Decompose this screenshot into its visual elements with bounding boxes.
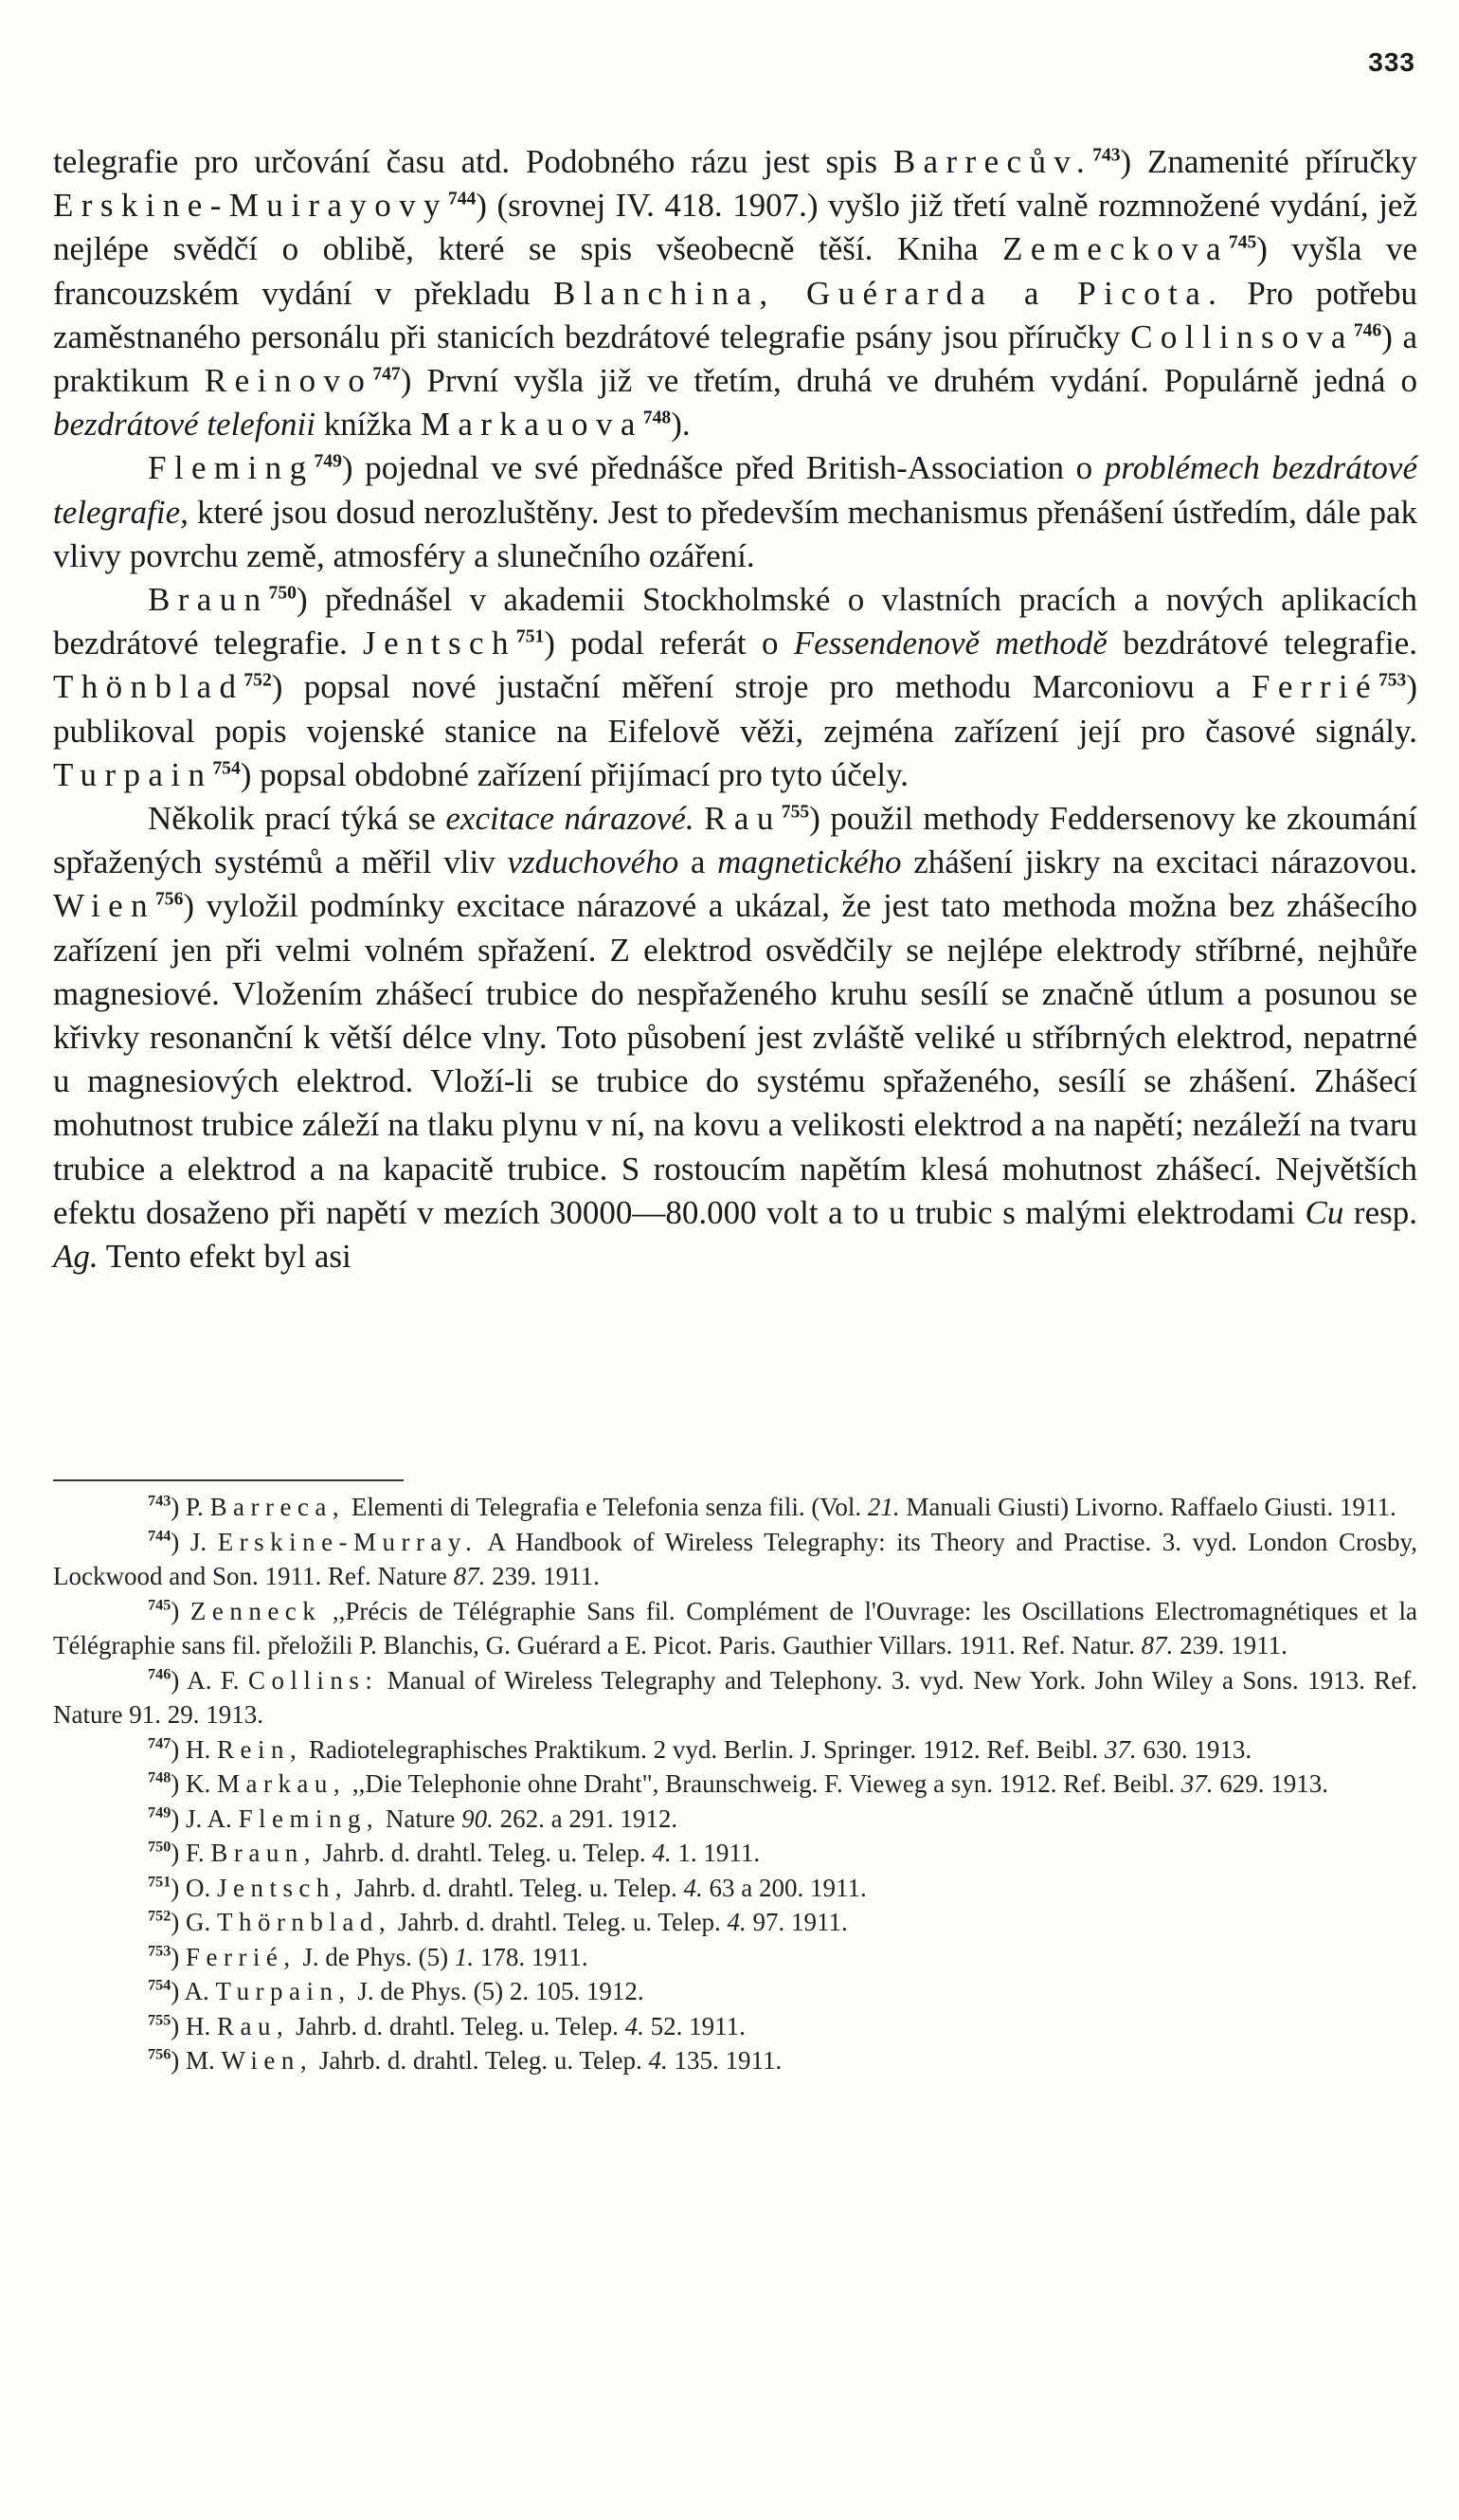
author-name: Wien xyxy=(53,887,155,925)
footnote-divider xyxy=(53,1479,404,1481)
emphasis-text: bezdrátové telefonii xyxy=(53,406,316,444)
text-run: 178. 1911. xyxy=(474,1942,588,1971)
emphasis-text: magnetického xyxy=(717,843,902,881)
text-run: Elementi di Telegrafia e Telefonia senza fili. (Vol. xyxy=(345,1493,868,1521)
text-run xyxy=(694,800,705,837)
text-run: G. xyxy=(186,1908,218,1936)
footnote-reference: 754 xyxy=(212,758,241,779)
text-run: Nature xyxy=(379,1804,462,1833)
footnote xyxy=(53,1940,1417,1975)
emphasis-text: 37. xyxy=(1180,1769,1214,1798)
author-name: Turpain, xyxy=(215,1977,351,2005)
footnote-paren: ) xyxy=(171,1839,187,1867)
text-run: 629. 1913. xyxy=(1213,1769,1329,1798)
text-run: Manuali Giusti) Livorno. Raffaelo Giusti. 1911. xyxy=(899,1493,1396,1521)
footnote-paren: ) xyxy=(171,2011,187,2040)
author-name: Reinovo xyxy=(204,362,373,400)
footnote-paren: ) xyxy=(171,1734,187,1764)
footnote-number: 749 xyxy=(148,1803,171,1821)
footnote-paren: ) xyxy=(171,1527,190,1556)
footnote-paren: ) xyxy=(171,1493,187,1521)
author-name: Fleming, xyxy=(238,1804,380,1833)
text-run: ,,Précis de Télégraphie Sans fil. Complément de l'Ouvrage: les Oscillations Electromagnétiques et la Télégraphie sans fil. přeložili P. Blanchis, G. Guérard a E. Picot. Paris. Gauthier Villars. 1911. Ref. Natur. xyxy=(53,1596,1417,1659)
text-run: 262. a 291. 1912. xyxy=(493,1804,678,1833)
emphasis-text: vzduchového xyxy=(507,843,679,881)
footnote xyxy=(53,1663,1417,1732)
text-run: Tento efekt byl asi xyxy=(98,1238,351,1276)
footnote xyxy=(53,2009,1417,2044)
text-run: resp. xyxy=(1343,1193,1417,1231)
text-run: Několik prací týká se xyxy=(148,800,446,838)
text-run: 1. 1911. xyxy=(671,1839,761,1867)
footnote-reference: 748 xyxy=(642,408,672,428)
footnote xyxy=(53,1905,1417,1940)
emphasis-text: 87. xyxy=(1141,1631,1174,1659)
emphasis-text: 21. xyxy=(867,1493,900,1521)
footnote xyxy=(53,1871,1417,1906)
main-text xyxy=(53,140,1417,1278)
text-run: F. xyxy=(186,1839,211,1867)
footnote-number: 745 xyxy=(148,1595,171,1613)
author-name: Zemeckova xyxy=(1002,230,1229,268)
footnote-number: 748 xyxy=(148,1768,171,1786)
footnote-reference: 753 xyxy=(1378,670,1407,691)
footnote xyxy=(53,1732,1417,1768)
text-run: J. A. xyxy=(186,1804,239,1833)
text-run: ) vyšla ve francouzském vydání v překladu xyxy=(53,230,1417,312)
body-paragraph xyxy=(53,797,1417,1278)
text-run: 63 a 200. 1911. xyxy=(702,1873,867,1902)
author-name: Erskine-Murray. xyxy=(217,1527,478,1556)
author-name: Ferrié xyxy=(1251,668,1378,706)
text-run: H. xyxy=(186,1734,218,1764)
footnotes xyxy=(53,1490,1417,2078)
author-name: Collinsova xyxy=(1130,317,1354,355)
author-name: Ferrié, xyxy=(186,1942,297,1971)
text-run: Jahrb. d. drahtl. Teleg. u. Telep. xyxy=(313,2046,649,2075)
footnote-number: 752 xyxy=(148,1907,171,1925)
footnote-number: 747 xyxy=(148,1733,171,1751)
text-run: 52. 1911. xyxy=(643,2011,746,2040)
page-number: 333 xyxy=(1368,47,1415,77)
footnote xyxy=(53,1594,1417,1663)
author-name: Fleming xyxy=(148,449,315,487)
author-name: Blanchina, Guérarda a Picota. xyxy=(552,274,1225,312)
footnote-paren: ) xyxy=(171,1977,185,2005)
text-run: ) Znamenité příručky xyxy=(1120,143,1418,180)
author-name: Collins: xyxy=(247,1665,379,1695)
emphasis-text: 4. xyxy=(624,2011,644,2040)
footnote-number: 743 xyxy=(148,1492,171,1510)
footnote-number: 746 xyxy=(148,1664,171,1682)
text-run: Jahrb. d. drahtl. Teleg. u. Telep. xyxy=(289,2011,625,2040)
footnote xyxy=(53,1802,1417,1837)
emphasis-text: Cu xyxy=(1305,1193,1344,1231)
text-run: telegrafie pro určování času atd. Podobného rázu jest spis xyxy=(53,143,893,180)
footnote-reference: 746 xyxy=(1353,320,1382,341)
footnote-reference: 752 xyxy=(243,670,272,691)
text-run: M. xyxy=(186,2046,222,2075)
text-run: Radiotelegraphisches Praktikum. 2 vyd. Berlin. J. Springer. 1912. Ref. Beibl. xyxy=(302,1734,1105,1764)
author-name: Thörnblad, xyxy=(217,1908,392,1936)
text-run: 97. 1911. xyxy=(746,1908,848,1936)
text-run: P. xyxy=(186,1493,210,1521)
footnote-number: 754 xyxy=(148,1976,171,1994)
emphasis-text: excitace nárazové. xyxy=(445,800,694,838)
emphasis-text: problémech bezdrátové telegrafie, xyxy=(53,449,1417,531)
footnote-reference: 745 xyxy=(1228,232,1257,253)
text-run: ) popsal nové justační měření stroje pro methodu Marconiovu a xyxy=(271,668,1252,706)
author-name: Markauova xyxy=(420,406,643,444)
emphasis-text: 90. xyxy=(461,1804,494,1833)
footnote xyxy=(53,2043,1417,2078)
footnote-number: 753 xyxy=(148,1941,171,1959)
text-run: knížka xyxy=(315,406,421,444)
emphasis-text: 4. xyxy=(727,1908,747,1936)
footnote-paren: ) xyxy=(171,1665,188,1695)
author-name: Braun xyxy=(148,581,269,619)
text-run: 630. 1913. xyxy=(1136,1734,1252,1764)
text-run: ) a praktikum xyxy=(53,317,1418,400)
author-name: Rein, xyxy=(217,1734,303,1764)
footnote xyxy=(53,1974,1417,2009)
body-paragraph xyxy=(53,140,1417,446)
author-name: Barrecův. xyxy=(892,143,1093,180)
footnote-reference: 751 xyxy=(515,626,545,647)
text-run: J. xyxy=(189,1527,218,1556)
author-name: Jentsch xyxy=(363,625,516,662)
footnote-number: 755 xyxy=(148,2010,171,2028)
text-run: ) podal referát o xyxy=(544,625,794,662)
text-run: J. de Phys. (5) xyxy=(296,1942,455,1971)
text-run: ,,Die Telephonie ohne Draht", Braunschweig. F. Vieweg a syn. 1912. Ref. Beibl. xyxy=(346,1769,1181,1798)
footnote-reference: 749 xyxy=(314,451,342,472)
footnote xyxy=(53,1525,1417,1594)
author-name: Barreca, xyxy=(209,1493,346,1521)
author-name: Braun, xyxy=(210,1839,317,1867)
emphasis-text: 1. xyxy=(454,1942,475,1971)
text-run: ) publikoval popis vojenské stanice na Eifelově věži, zejména zařízení její pro časové signály. xyxy=(53,668,1417,750)
author-name: Rau, xyxy=(217,2011,290,2040)
text-run: zhášení jiskry na excitaci nárazovou. xyxy=(901,843,1418,881)
author-name: Jentsch, xyxy=(217,1873,349,1902)
emphasis-text: 37. xyxy=(1104,1734,1137,1764)
text-run: K. xyxy=(186,1769,218,1798)
emphasis-text: 87. xyxy=(453,1562,486,1590)
text-run: ) použil methody Feddersenovy ke zkoumání spřažených systémů a měřil vliv xyxy=(53,800,1417,881)
text-run: ) První vyšla již ve třetím, druhá ve druhém vydání. Populárně jedná o xyxy=(400,362,1417,400)
footnote-number: 744 xyxy=(148,1526,171,1544)
author-name: Turpain xyxy=(53,755,213,793)
text-run: a xyxy=(678,843,718,881)
emphasis-text: Ag. xyxy=(53,1238,99,1276)
text-run: Manual of Wireless Telegraphy and Telephony. 3. vyd. New York. John Wiley a Sons. 1913. Ref. Nature 91. 29. 1913. xyxy=(53,1665,1417,1729)
text-run: H. xyxy=(186,2011,218,2040)
footnote-reference: 743 xyxy=(1092,145,1121,166)
footnote-paren: ) xyxy=(171,1908,187,1936)
author-name: Erskine-Muirayovy xyxy=(53,187,448,225)
text-run: Jahrb. d. drahtl. Teleg. u. Telep. xyxy=(316,1839,653,1867)
footnote xyxy=(53,1836,1417,1871)
footnote-reference: 756 xyxy=(155,889,184,910)
emphasis-text: 4. xyxy=(652,1839,672,1867)
text-run: ) přednášel v akademii Stockholmské o vlastních pracích a nových aplikacích bezdrátové telegrafie. xyxy=(53,581,1417,662)
text-run: ) pojednal ve své přednášce před British-Association o xyxy=(341,449,1105,487)
emphasis-text: Fessendenově methodě xyxy=(793,625,1108,662)
footnote-paren: ) xyxy=(171,1596,190,1625)
text-run: O. xyxy=(186,1873,218,1902)
footnote-reference: 747 xyxy=(372,364,401,385)
text-run: které jsou dosud nerozluštěny. Jest to především mechanismus přenášení ústředím, dále pak vlivy povrchu země, atmosféry a slunečního ozáření. xyxy=(53,493,1417,574)
text-run: 239. 1911. xyxy=(485,1562,600,1590)
text-run: bezdrátové telegrafie. xyxy=(1107,625,1418,662)
footnote-reference: 750 xyxy=(268,583,297,604)
footnote-paren: ) xyxy=(171,1804,187,1833)
emphasis-text: 4. xyxy=(648,2046,668,2075)
text-run: A. F. xyxy=(187,1665,248,1695)
author-name: Thönblad xyxy=(53,668,244,706)
author-name: Zenneck xyxy=(189,1596,322,1625)
text-run: Jahrb. d. drahtl. Teleg. u. Telep. xyxy=(391,1908,728,1936)
text-run: 135. 1911. xyxy=(667,2046,783,2075)
footnote-reference: 755 xyxy=(781,802,810,823)
footnote xyxy=(53,1767,1417,1802)
text-run: Pro potřebu zaměstnaného personálu při stanicích bezdrátové telegrafie psány jsou příručky xyxy=(53,274,1417,355)
footnote-reference: 744 xyxy=(447,189,477,209)
footnote-number: 756 xyxy=(148,2045,171,2063)
footnote-paren: ) xyxy=(171,2046,187,2075)
footnote xyxy=(53,1490,1417,1525)
author-name: Wien, xyxy=(221,2046,314,2075)
text-run: ) popsal obdobné zařízení přijímací pro tyto účely. xyxy=(240,755,910,793)
text-run: 239. 1911. xyxy=(1173,1631,1288,1659)
text-run: A. xyxy=(184,1977,216,2005)
text-run: A Handbook of Wireless Telegraphy: its Theory and Practise. 3. vyd. London Crosby, Lockwood and Son. 1911. Ref. Nature xyxy=(53,1527,1417,1590)
text-run: Jahrb. d. drahtl. Teleg. u. Telep. xyxy=(348,1873,684,1902)
author-name: Rau xyxy=(704,800,782,838)
text-run: ) (srovnej IV. 418. 1907.) vyšlo již třetí valně rozmnožené vydání, jež nejlépe svědčí o oblibě, které se spis všeobecně těší. Kniha xyxy=(53,187,1417,268)
footnote-paren: ) xyxy=(171,1942,187,1971)
body-paragraph xyxy=(53,446,1417,578)
text-run: ) vyložil podmínky excitace nárazové a ukázal, že jest tato methoda možna bez zhášecího zařízení jen při velmi volném spřažení. Z elektrod osvědčily se nejlépe elektrody stříbrné, nejhůře magnesiové. Vložením zhášecí trubice do nespřaženého kruhu sesílí se značně útlum a posunou se křivky resonanční k větší délce vlny. Toto působení jest zvláště veliké u stříbrných elektrod, nepatrné u magnesiových elektrod. Vloží-li se trubice do systému spřaženého, sesílí se zhášení. Zhášecí mohutnost trubice záleží na tlaku plynu v ní, na kovu a velikosti elektrod a na napětí; nezáleží na tvaru trubice a elektrod a na kapacitě trubice. S rostoucím napětím klesá mohutnost zhášecí. Největších efektu dosaženo při napětí v mezích 30000—80.000 volt a to u trubic s malými elektrodami xyxy=(53,887,1417,1231)
footnote-number: 750 xyxy=(148,1838,171,1856)
emphasis-text: 4. xyxy=(683,1873,703,1902)
footnote-number: 751 xyxy=(148,1872,171,1890)
text-run: ). xyxy=(671,406,691,444)
footnote-paren: ) xyxy=(171,1769,187,1798)
author-name: Markau, xyxy=(217,1769,347,1798)
text-run: J. de Phys. (5) 2. 105. 1912. xyxy=(351,1977,644,2005)
footnote-paren: ) xyxy=(171,1873,187,1902)
body-paragraph xyxy=(53,578,1417,797)
